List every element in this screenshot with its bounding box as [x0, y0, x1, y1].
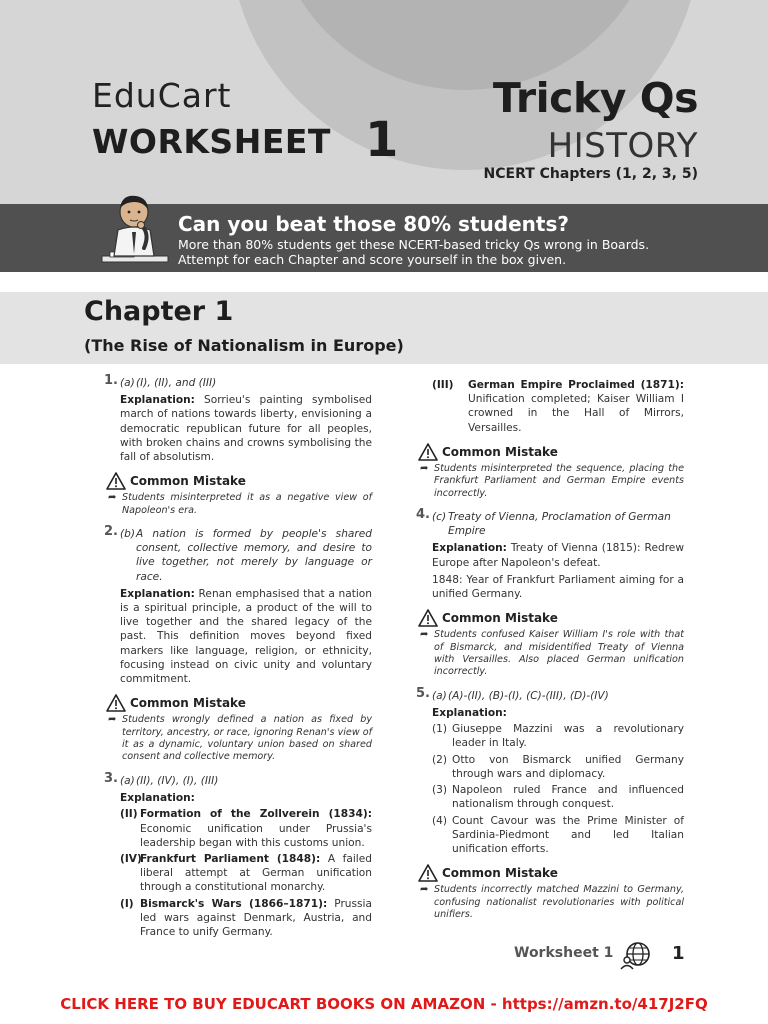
item-numeral: (4)	[432, 814, 448, 827]
item-numeral: (I)	[120, 897, 134, 910]
item-heading: Formation of the Zollverein (1834):	[140, 808, 372, 821]
answer-option	[432, 689, 684, 703]
answer-text: (A)-(II), (B)-(I), (C)-(III), (D)-(IV)	[448, 689, 609, 702]
arrow-icon: ➦	[420, 884, 429, 896]
explanation	[432, 706, 684, 720]
answer-text: Treaty of Vienna, Proclamation of German Empire	[448, 511, 671, 538]
explanation-extra: 1848: Year of Frankfurt Parliament aiming for a unified Germany.	[432, 573, 684, 601]
answer-2	[104, 524, 372, 764]
common-mistake	[106, 472, 372, 517]
list-item	[120, 807, 372, 850]
answer-5	[416, 685, 684, 921]
item-text: Count Cavour was the Prime Minister of Sardinia-Piedmont and led Italian unification efforts.	[452, 814, 684, 855]
common-mistake-text: Students misinterpreted the sequence, placing the Frankfurt Parliament and German Empire events incorrectly.	[434, 462, 684, 499]
question-number: 2.	[104, 524, 118, 540]
sequence-list	[120, 807, 372, 939]
question-number: 5.	[416, 685, 430, 701]
option-letter: (a)	[120, 377, 135, 389]
warning-icon	[418, 443, 438, 461]
answer-3-continued	[416, 378, 684, 500]
explanation-label: Explanation:	[432, 707, 507, 720]
page-number: 1	[672, 943, 685, 964]
common-mistake	[106, 694, 372, 764]
item-numeral: (II)	[120, 808, 138, 821]
arrow-icon: ➦	[108, 714, 117, 726]
arrow-icon: ➦	[420, 629, 429, 641]
explanation-text: Sorrieu's painting symbolised march of nations towards liberty, envisioning a democratic republican future for all peoples, with broken chains and crowns symbolising the fall of absolutism.	[120, 394, 372, 464]
list-item	[432, 753, 684, 781]
answer-4	[416, 507, 684, 679]
warning-icon	[418, 609, 438, 627]
common-mistake	[418, 864, 684, 921]
tricky-qs-title: Tricky Qs	[492, 74, 698, 122]
common-mistake	[418, 443, 684, 500]
item-text: Napoleon ruled France and influenced nationalism through conquest.	[452, 784, 684, 811]
left-column	[104, 373, 372, 947]
list-item	[120, 852, 372, 895]
worksheet-title: WORKSHEET	[92, 122, 331, 161]
common-mistake	[418, 609, 684, 679]
question-number: 3.	[104, 770, 118, 786]
answer-option	[120, 527, 372, 584]
brand-logo: EduCart	[92, 76, 232, 115]
answer-option	[120, 774, 372, 788]
item-text: Unification completed; Kaiser William I crowned in the Hall of Mirrors, Versailles.	[468, 393, 684, 434]
item-text: Giuseppe Mazzini was a revolutionary leader in Italy.	[452, 723, 684, 750]
explanation	[120, 587, 372, 686]
match-list	[432, 722, 684, 856]
common-mistake-text: Students confused Kaiser William I's role with that of Bismarck, and misidentified Treaty of Vienna with Versailles. Also placed German unification incorrectly.	[434, 629, 684, 678]
warning-icon	[106, 472, 126, 490]
item-text: Otto von Bismarck unified Germany through wars and diplomacy.	[452, 753, 684, 780]
answer-option	[120, 376, 372, 390]
item-numeral: (3)	[432, 784, 448, 797]
arrow-icon: ➦	[420, 462, 429, 474]
chapter-subtitle: (The Rise of Nationalism in Europe)	[84, 336, 404, 355]
explanation-label: Explanation:	[120, 587, 195, 600]
arrow-icon: ➦	[108, 492, 117, 504]
common-mistake-label: Common Mistake	[130, 474, 246, 489]
right-column	[416, 376, 684, 931]
banner-line-1: More than 80% students get these NCERT-based tricky Qs wrong in Boards.	[178, 237, 650, 252]
answer-text: (II), (IV), (I), (III)	[136, 774, 219, 787]
item-numeral: (IV)	[120, 852, 142, 865]
banner-headline: Can you beat those 80% students?	[178, 212, 569, 236]
item-numeral: (2)	[432, 753, 448, 766]
buy-books-link[interactable]: CLICK HERE TO BUY EDUCART BOOKS ON AMAZON - https://amzn.to/417J2FQ	[60, 995, 708, 1013]
list-item	[432, 814, 684, 857]
subject-title: HISTORY	[547, 126, 698, 166]
chapter-title: Chapter 1	[84, 296, 234, 327]
explanation-label: Explanation:	[120, 394, 195, 407]
explanation-label: Explanation:	[120, 792, 195, 805]
common-mistake-text: Students incorrectly matched Mazzini to Germany, confusing nationalist revolutionaries with political unifiers.	[434, 884, 684, 920]
explanation	[432, 541, 684, 569]
common-mistake-label: Common Mistake	[442, 866, 558, 880]
explanation	[120, 393, 372, 464]
item-heading: German Empire Proclaimed (1871):	[468, 379, 684, 391]
list-item	[432, 722, 684, 750]
option-letter: (b)	[120, 528, 135, 541]
option-letter: (a)	[432, 689, 447, 702]
option-letter: (a)	[120, 774, 135, 787]
page-header	[0, 0, 768, 204]
thinking-student-icon	[100, 190, 170, 274]
chapters-label: NCERT Chapters (1, 2, 3, 5)	[483, 166, 698, 182]
answer-text: (I), (II), and (III)	[136, 377, 217, 389]
item-heading: Bismarck's Wars (1866–1871):	[140, 897, 328, 910]
list-item	[432, 783, 684, 811]
question-number: 4.	[416, 507, 430, 523]
explanation	[120, 791, 372, 805]
item-text: Prussia led wars against Denmark, Austria, and France to unify Germany.	[140, 897, 372, 938]
question-number: 1.	[104, 373, 118, 388]
explanation-text: Treaty of Vienna (1815): Redrew Europe after Napoleon's defeat.	[432, 542, 684, 569]
answer-option	[432, 510, 684, 538]
item-heading: Frankfurt Parliament (1848):	[140, 852, 321, 865]
common-mistake-text: Students wrongly defined a nation as fixed by territory, ancestry, or race, ignoring Renan's view of it as a dynamic, voluntary union based on shared consent and collective memory.	[122, 714, 372, 763]
common-mistake-label: Common Mistake	[442, 444, 558, 459]
option-letter: (c)	[432, 511, 447, 524]
list-item	[120, 897, 372, 940]
item-numeral: (1)	[432, 723, 448, 736]
warning-icon	[106, 694, 126, 712]
answer-3	[104, 770, 372, 939]
sequence-list	[432, 378, 684, 435]
footer-worksheet-label: Worksheet 1	[514, 945, 614, 961]
banner-line-2: Attempt for each Chapter and score yourself in the box given.	[178, 252, 567, 267]
warning-icon	[418, 864, 438, 882]
explanation-text: Renan emphasised that a nation is a spiritual principle, a product of the will to live together and the shared legacy of the past. This definition moves beyond fixed markers like language, religion, or ethnicity, focusing instead on civic unity and voluntary commitment.	[120, 587, 372, 686]
explanation-label: Explanation:	[432, 542, 507, 555]
answer-text: A nation is formed by people's shared consent, collective memory, and desire to live together, not merely by language or race.	[136, 528, 372, 583]
common-mistake-label: Common Mistake	[130, 696, 246, 711]
item-numeral: (III)	[432, 379, 454, 391]
answer-1	[104, 373, 372, 517]
list-item	[432, 378, 684, 435]
worksheet-number: 1	[365, 112, 399, 168]
common-mistake-text: Students misinterpreted it as a negative view of Napoleon's era.	[122, 492, 372, 516]
common-mistake-label: Common Mistake	[442, 611, 558, 626]
globe-user-icon	[620, 940, 652, 970]
item-text: Economic unification under Prussia's leadership began with this customs union.	[140, 822, 372, 849]
item-text: A failed liberal attempt at German unification through a constitutional monarchy.	[140, 852, 372, 894]
